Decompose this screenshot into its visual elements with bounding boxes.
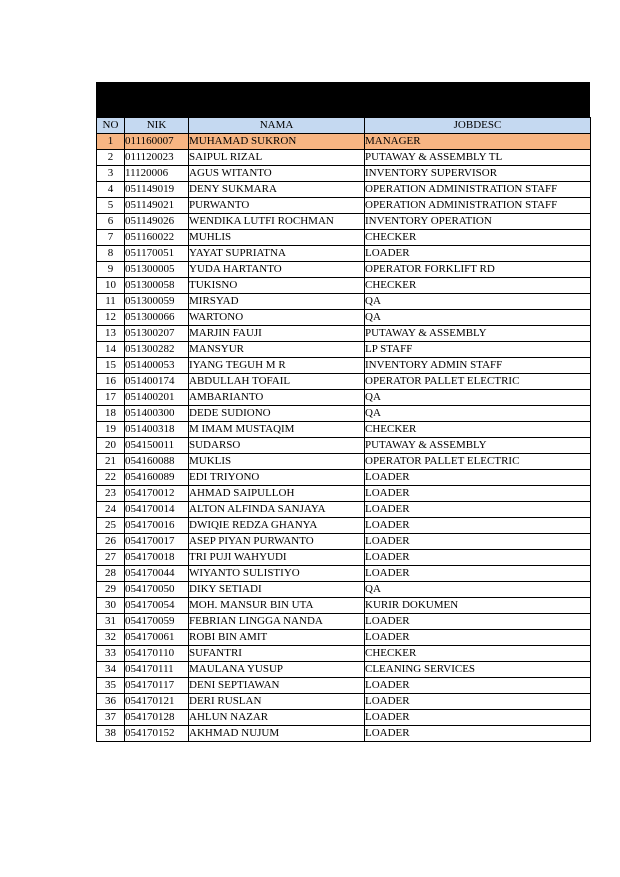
cell-nama: MUHAMAD SUKRON bbox=[189, 134, 365, 150]
cell-nama: AHLUN NAZAR bbox=[189, 710, 365, 726]
table-row bbox=[97, 422, 591, 438]
table-row bbox=[97, 374, 591, 390]
cell-nik: 054170014 bbox=[125, 502, 189, 518]
cell-nama: ASEP PIYAN PURWANTO bbox=[189, 534, 365, 550]
cell-nama: ABDULLAH TOFAIL bbox=[189, 374, 365, 390]
table-row bbox=[97, 486, 591, 502]
cell-no: 27 bbox=[97, 550, 125, 566]
cell-jobdesc: OPERATION ADMINISTRATION STAFF bbox=[365, 182, 591, 198]
table-row bbox=[97, 342, 591, 358]
cell-nik: 051160022 bbox=[125, 230, 189, 246]
cell-jobdesc: LOADER bbox=[365, 534, 591, 550]
cell-no: 10 bbox=[97, 278, 125, 294]
table-row bbox=[97, 358, 591, 374]
cell-nik: 051149026 bbox=[125, 214, 189, 230]
table-row bbox=[97, 694, 591, 710]
cell-no: 38 bbox=[97, 726, 125, 742]
cell-nama: SUDARSO bbox=[189, 438, 365, 454]
table-row bbox=[97, 614, 591, 630]
cell-nama: SAIPUL RIZAL bbox=[189, 150, 365, 166]
table-row bbox=[97, 678, 591, 694]
cell-no: 25 bbox=[97, 518, 125, 534]
cell-nik: 051300059 bbox=[125, 294, 189, 310]
cell-jobdesc: QA bbox=[365, 310, 591, 326]
cell-nik: 054170061 bbox=[125, 630, 189, 646]
table-header-row bbox=[97, 118, 591, 134]
cell-jobdesc: LOADER bbox=[365, 246, 591, 262]
cell-jobdesc: PUTAWAY & ASSEMBLY bbox=[365, 438, 591, 454]
cell-nik: 051300207 bbox=[125, 326, 189, 342]
cell-nik: 11120006 bbox=[125, 166, 189, 182]
cell-nik: 051300058 bbox=[125, 278, 189, 294]
cell-nama: MOH. MANSUR BIN UTA bbox=[189, 598, 365, 614]
cell-nama: SUFANTRI bbox=[189, 646, 365, 662]
title-bar bbox=[96, 82, 590, 117]
cell-jobdesc: OPERATOR FORKLIFT RD bbox=[365, 262, 591, 278]
cell-no: 9 bbox=[97, 262, 125, 278]
cell-nama: FEBRIAN LINGGA NANDA bbox=[189, 614, 365, 630]
cell-jobdesc: INVENTORY OPERATION bbox=[365, 214, 591, 230]
cell-jobdesc: CHECKER bbox=[365, 422, 591, 438]
cell-no: 11 bbox=[97, 294, 125, 310]
cell-no: 22 bbox=[97, 470, 125, 486]
cell-nama: DENI SEPTIAWAN bbox=[189, 678, 365, 694]
cell-nik: 054170044 bbox=[125, 566, 189, 582]
table-row bbox=[97, 134, 591, 150]
table-row bbox=[97, 278, 591, 294]
table-row bbox=[97, 214, 591, 230]
cell-nama: MUKLIS bbox=[189, 454, 365, 470]
cell-nik: 054170012 bbox=[125, 486, 189, 502]
cell-jobdesc: MANAGER bbox=[365, 134, 591, 150]
cell-jobdesc: QA bbox=[365, 390, 591, 406]
cell-nik: 054170059 bbox=[125, 614, 189, 630]
cell-no: 15 bbox=[97, 358, 125, 374]
cell-no: 23 bbox=[97, 486, 125, 502]
cell-nama: WIYANTO SULISTIYO bbox=[189, 566, 365, 582]
cell-no: 36 bbox=[97, 694, 125, 710]
cell-nama: IYANG TEGUH M R bbox=[189, 358, 365, 374]
header-nama: NAMA bbox=[189, 118, 365, 134]
cell-jobdesc: LOADER bbox=[365, 566, 591, 582]
cell-nama: AKHMAD NUJUM bbox=[189, 726, 365, 742]
cell-nik: 054150011 bbox=[125, 438, 189, 454]
cell-no: 12 bbox=[97, 310, 125, 326]
cell-nik: 051400053 bbox=[125, 358, 189, 374]
cell-nama: AGUS WITANTO bbox=[189, 166, 365, 182]
cell-nik: 054170117 bbox=[125, 678, 189, 694]
header-nik: NIK bbox=[125, 118, 189, 134]
cell-jobdesc: OPERATOR PALLET ELECTRIC bbox=[365, 454, 591, 470]
cell-jobdesc: LOADER bbox=[365, 710, 591, 726]
cell-nama: DIKY SETIADI bbox=[189, 582, 365, 598]
cell-nama: MUHLIS bbox=[189, 230, 365, 246]
cell-nik: 054170121 bbox=[125, 694, 189, 710]
cell-no: 2 bbox=[97, 150, 125, 166]
cell-no: 16 bbox=[97, 374, 125, 390]
cell-nik: 051149019 bbox=[125, 182, 189, 198]
cell-nik: 054170016 bbox=[125, 518, 189, 534]
table-row bbox=[97, 582, 591, 598]
cell-no: 33 bbox=[97, 646, 125, 662]
table-row bbox=[97, 246, 591, 262]
cell-jobdesc: QA bbox=[365, 582, 591, 598]
cell-jobdesc: LOADER bbox=[365, 678, 591, 694]
table-row bbox=[97, 726, 591, 742]
cell-jobdesc: CHECKER bbox=[365, 230, 591, 246]
cell-no: 24 bbox=[97, 502, 125, 518]
cell-nama: AHMAD SAIPULLOH bbox=[189, 486, 365, 502]
table-row bbox=[97, 390, 591, 406]
cell-no: 8 bbox=[97, 246, 125, 262]
cell-no: 28 bbox=[97, 566, 125, 582]
cell-no: 20 bbox=[97, 438, 125, 454]
table-row bbox=[97, 598, 591, 614]
cell-nama: YAYAT SUPRIATNA bbox=[189, 246, 365, 262]
employee-sheet bbox=[96, 82, 590, 742]
cell-no: 29 bbox=[97, 582, 125, 598]
cell-nama: DWIQIE REDZA GHANYA bbox=[189, 518, 365, 534]
cell-jobdesc: LOADER bbox=[365, 470, 591, 486]
table-row bbox=[97, 230, 591, 246]
cell-no: 37 bbox=[97, 710, 125, 726]
table-row bbox=[97, 646, 591, 662]
header-jobdesc: JOBDESC bbox=[365, 118, 591, 134]
cell-nik: 054160089 bbox=[125, 470, 189, 486]
cell-nama: TUKISNO bbox=[189, 278, 365, 294]
cell-jobdesc: LOADER bbox=[365, 518, 591, 534]
cell-nama: TRI PUJI WAHYUDI bbox=[189, 550, 365, 566]
cell-no: 35 bbox=[97, 678, 125, 694]
cell-nik: 051170051 bbox=[125, 246, 189, 262]
cell-nik: 054170128 bbox=[125, 710, 189, 726]
cell-jobdesc: LOADER bbox=[365, 614, 591, 630]
cell-no: 32 bbox=[97, 630, 125, 646]
header-no: NO bbox=[97, 118, 125, 134]
cell-nik: 051400174 bbox=[125, 374, 189, 390]
cell-nama: DENY SUKMARA bbox=[189, 182, 365, 198]
cell-nama: WENDIKA LUTFI ROCHMAN bbox=[189, 214, 365, 230]
cell-no: 21 bbox=[97, 454, 125, 470]
cell-nik: 054170050 bbox=[125, 582, 189, 598]
table-row bbox=[97, 566, 591, 582]
cell-jobdesc: CHECKER bbox=[365, 646, 591, 662]
cell-no: 30 bbox=[97, 598, 125, 614]
table-row bbox=[97, 550, 591, 566]
table-row bbox=[97, 262, 591, 278]
cell-nik: 054160088 bbox=[125, 454, 189, 470]
cell-nik: 051300282 bbox=[125, 342, 189, 358]
cell-no: 7 bbox=[97, 230, 125, 246]
cell-nama: DEDE SUDIONO bbox=[189, 406, 365, 422]
cell-nik: 051400300 bbox=[125, 406, 189, 422]
table-row bbox=[97, 166, 591, 182]
cell-no: 6 bbox=[97, 214, 125, 230]
cell-jobdesc: CHECKER bbox=[365, 278, 591, 294]
cell-no: 3 bbox=[97, 166, 125, 182]
cell-no: 26 bbox=[97, 534, 125, 550]
table-row bbox=[97, 150, 591, 166]
table-row bbox=[97, 710, 591, 726]
cell-nama: ALTON ALFINDA SANJAYA bbox=[189, 502, 365, 518]
cell-no: 19 bbox=[97, 422, 125, 438]
table-row bbox=[97, 470, 591, 486]
cell-nama: PURWANTO bbox=[189, 198, 365, 214]
cell-jobdesc: PUTAWAY & ASSEMBLY TL bbox=[365, 150, 591, 166]
cell-jobdesc: OPERATION ADMINISTRATION STAFF bbox=[365, 198, 591, 214]
table-row bbox=[97, 182, 591, 198]
cell-nik: 054170018 bbox=[125, 550, 189, 566]
cell-jobdesc: LOADER bbox=[365, 694, 591, 710]
cell-nama: MARJIN FAUJI bbox=[189, 326, 365, 342]
cell-nama: DERI RUSLAN bbox=[189, 694, 365, 710]
cell-no: 14 bbox=[97, 342, 125, 358]
cell-no: 18 bbox=[97, 406, 125, 422]
cell-nik: 054170110 bbox=[125, 646, 189, 662]
cell-jobdesc: INVENTORY ADMIN STAFF bbox=[365, 358, 591, 374]
cell-nama: M IMAM MUSTAQIM bbox=[189, 422, 365, 438]
cell-nama: MIRSYAD bbox=[189, 294, 365, 310]
cell-no: 1 bbox=[97, 134, 125, 150]
cell-nik: 051400318 bbox=[125, 422, 189, 438]
table-row bbox=[97, 630, 591, 646]
cell-nama: MANSYUR bbox=[189, 342, 365, 358]
cell-jobdesc: CLEANING SERVICES bbox=[365, 662, 591, 678]
cell-jobdesc: LOADER bbox=[365, 502, 591, 518]
table-row bbox=[97, 454, 591, 470]
cell-nik: 051400201 bbox=[125, 390, 189, 406]
cell-nik: 054170017 bbox=[125, 534, 189, 550]
cell-nik: 054170054 bbox=[125, 598, 189, 614]
cell-nik: 054170111 bbox=[125, 662, 189, 678]
table-row bbox=[97, 326, 591, 342]
cell-nik: 051300005 bbox=[125, 262, 189, 278]
cell-nik: 051300066 bbox=[125, 310, 189, 326]
cell-nik: 054170152 bbox=[125, 726, 189, 742]
cell-no: 17 bbox=[97, 390, 125, 406]
cell-nama: ROBI BIN AMIT bbox=[189, 630, 365, 646]
cell-no: 5 bbox=[97, 198, 125, 214]
cell-nama: WARTONO bbox=[189, 310, 365, 326]
cell-jobdesc: OPERATOR PALLET ELECTRIC bbox=[365, 374, 591, 390]
cell-nama: AMBARIANTO bbox=[189, 390, 365, 406]
cell-nama: YUDA HARTANTO bbox=[189, 262, 365, 278]
cell-jobdesc: LOADER bbox=[365, 550, 591, 566]
table-row bbox=[97, 406, 591, 422]
cell-no: 4 bbox=[97, 182, 125, 198]
cell-no: 13 bbox=[97, 326, 125, 342]
cell-jobdesc: LP STAFF bbox=[365, 342, 591, 358]
cell-jobdesc: PUTAWAY & ASSEMBLY bbox=[365, 326, 591, 342]
cell-jobdesc: LOADER bbox=[365, 726, 591, 742]
employee-table bbox=[96, 117, 591, 742]
table-body bbox=[97, 134, 591, 742]
cell-jobdesc: QA bbox=[365, 294, 591, 310]
cell-nama: EDI TRIYONO bbox=[189, 470, 365, 486]
cell-nik: 011120023 bbox=[125, 150, 189, 166]
cell-jobdesc: LOADER bbox=[365, 630, 591, 646]
cell-jobdesc: INVENTORY SUPERVISOR bbox=[365, 166, 591, 182]
table-row bbox=[97, 198, 591, 214]
cell-nik: 011160007 bbox=[125, 134, 189, 150]
cell-no: 34 bbox=[97, 662, 125, 678]
cell-nik: 051149021 bbox=[125, 198, 189, 214]
table-row bbox=[97, 662, 591, 678]
table-row bbox=[97, 438, 591, 454]
cell-jobdesc: KURIR DOKUMEN bbox=[365, 598, 591, 614]
cell-nama: MAULANA YUSUP bbox=[189, 662, 365, 678]
cell-jobdesc: QA bbox=[365, 406, 591, 422]
table-row bbox=[97, 502, 591, 518]
table-row bbox=[97, 294, 591, 310]
cell-no: 31 bbox=[97, 614, 125, 630]
table-row bbox=[97, 310, 591, 326]
cell-jobdesc: LOADER bbox=[365, 486, 591, 502]
table-row bbox=[97, 534, 591, 550]
table-row bbox=[97, 518, 591, 534]
